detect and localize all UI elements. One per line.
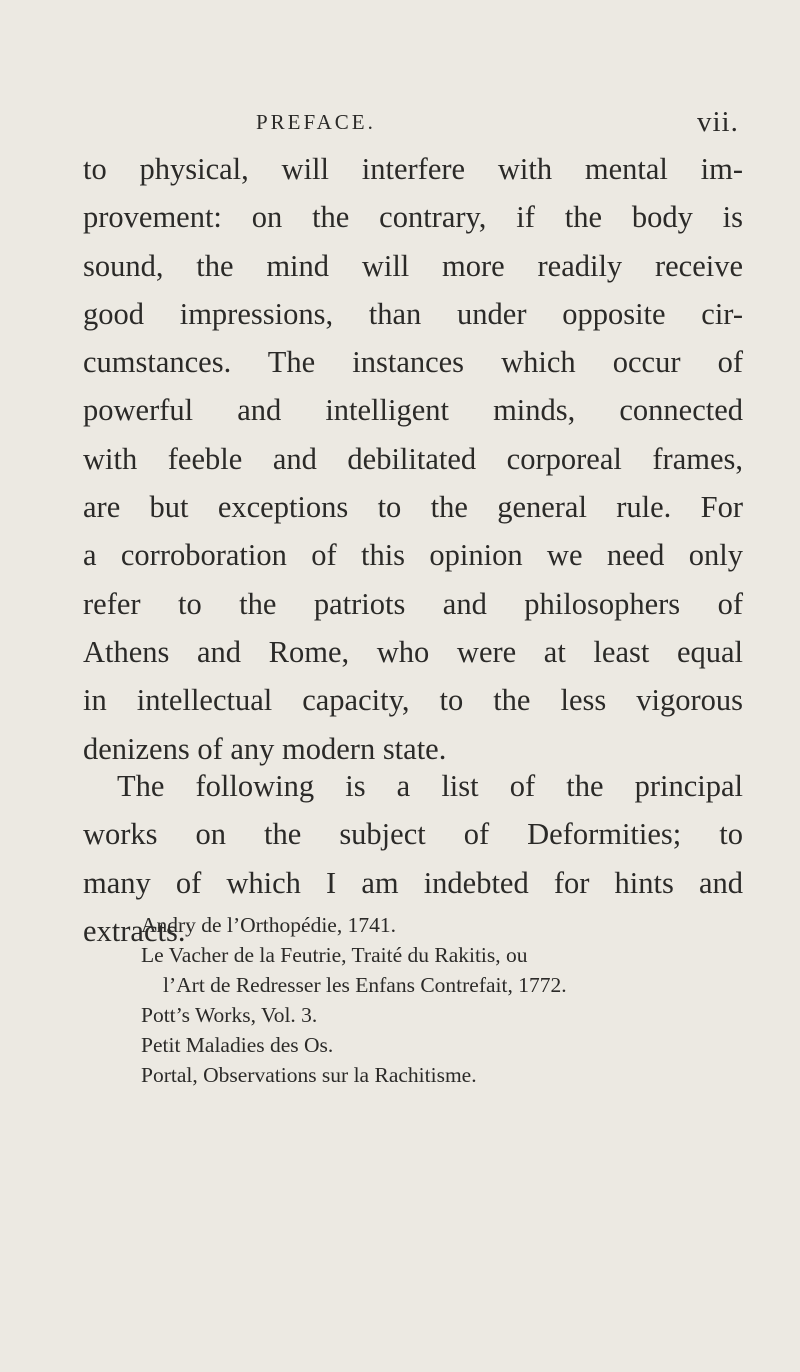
text-line: extracts.	[83, 913, 186, 948]
text-line: powerful and intelligent minds, connected	[83, 393, 743, 428]
text-line: sound, the mind will more readily receive	[83, 248, 743, 283]
text-line: Athens and Rome, who were at least equal	[83, 634, 743, 669]
text-line: many of which I am indebted for hints and	[83, 865, 743, 900]
reference-item: Pott’s Works, Vol. 3.	[141, 1003, 318, 1027]
text-line: a corroboration of this opinion we need only	[83, 538, 743, 573]
text-line: The following is a list of the principal	[117, 769, 743, 803]
reference-item: Andry de l’Orthopédie, 1741.	[141, 913, 396, 937]
running-title: PREFACE.	[256, 110, 376, 134]
reference-item: Portal, Observations sur la Rachitisme.	[141, 1063, 477, 1087]
text-line: works on the subject of Deformities; to	[83, 817, 743, 852]
text-line: with feeble and debilitated corporeal frames,	[83, 441, 743, 476]
text-line: denizens of any modern state.	[83, 731, 447, 766]
page-number: vii.	[697, 106, 739, 138]
text-line: to physical, will interfere with mental im-	[83, 152, 743, 186]
reference-item: Le Vacher de la Feutrie, Traité du Rakitis, ou	[141, 943, 528, 967]
paragraph-1	[83, 145, 743, 773]
text-line: cumstances. The instances which occur of	[83, 345, 743, 380]
reference-item-continuation: l’Art de Redresser les Enfans Contrefait, 1772.	[163, 973, 567, 997]
text-line: in intellectual capacity, to the less vigorous	[83, 683, 743, 718]
running-head	[0, 106, 800, 140]
text-line: good impressions, than under opposite cir-	[83, 296, 743, 331]
reference-item: Petit Maladies des Os.	[141, 1033, 334, 1057]
text-line: refer to the patriots and philosophers of	[83, 586, 743, 621]
text-line: are but exceptions to the general rule. For	[83, 490, 743, 525]
text-line: provement: on the contrary, if the body is	[83, 200, 743, 235]
